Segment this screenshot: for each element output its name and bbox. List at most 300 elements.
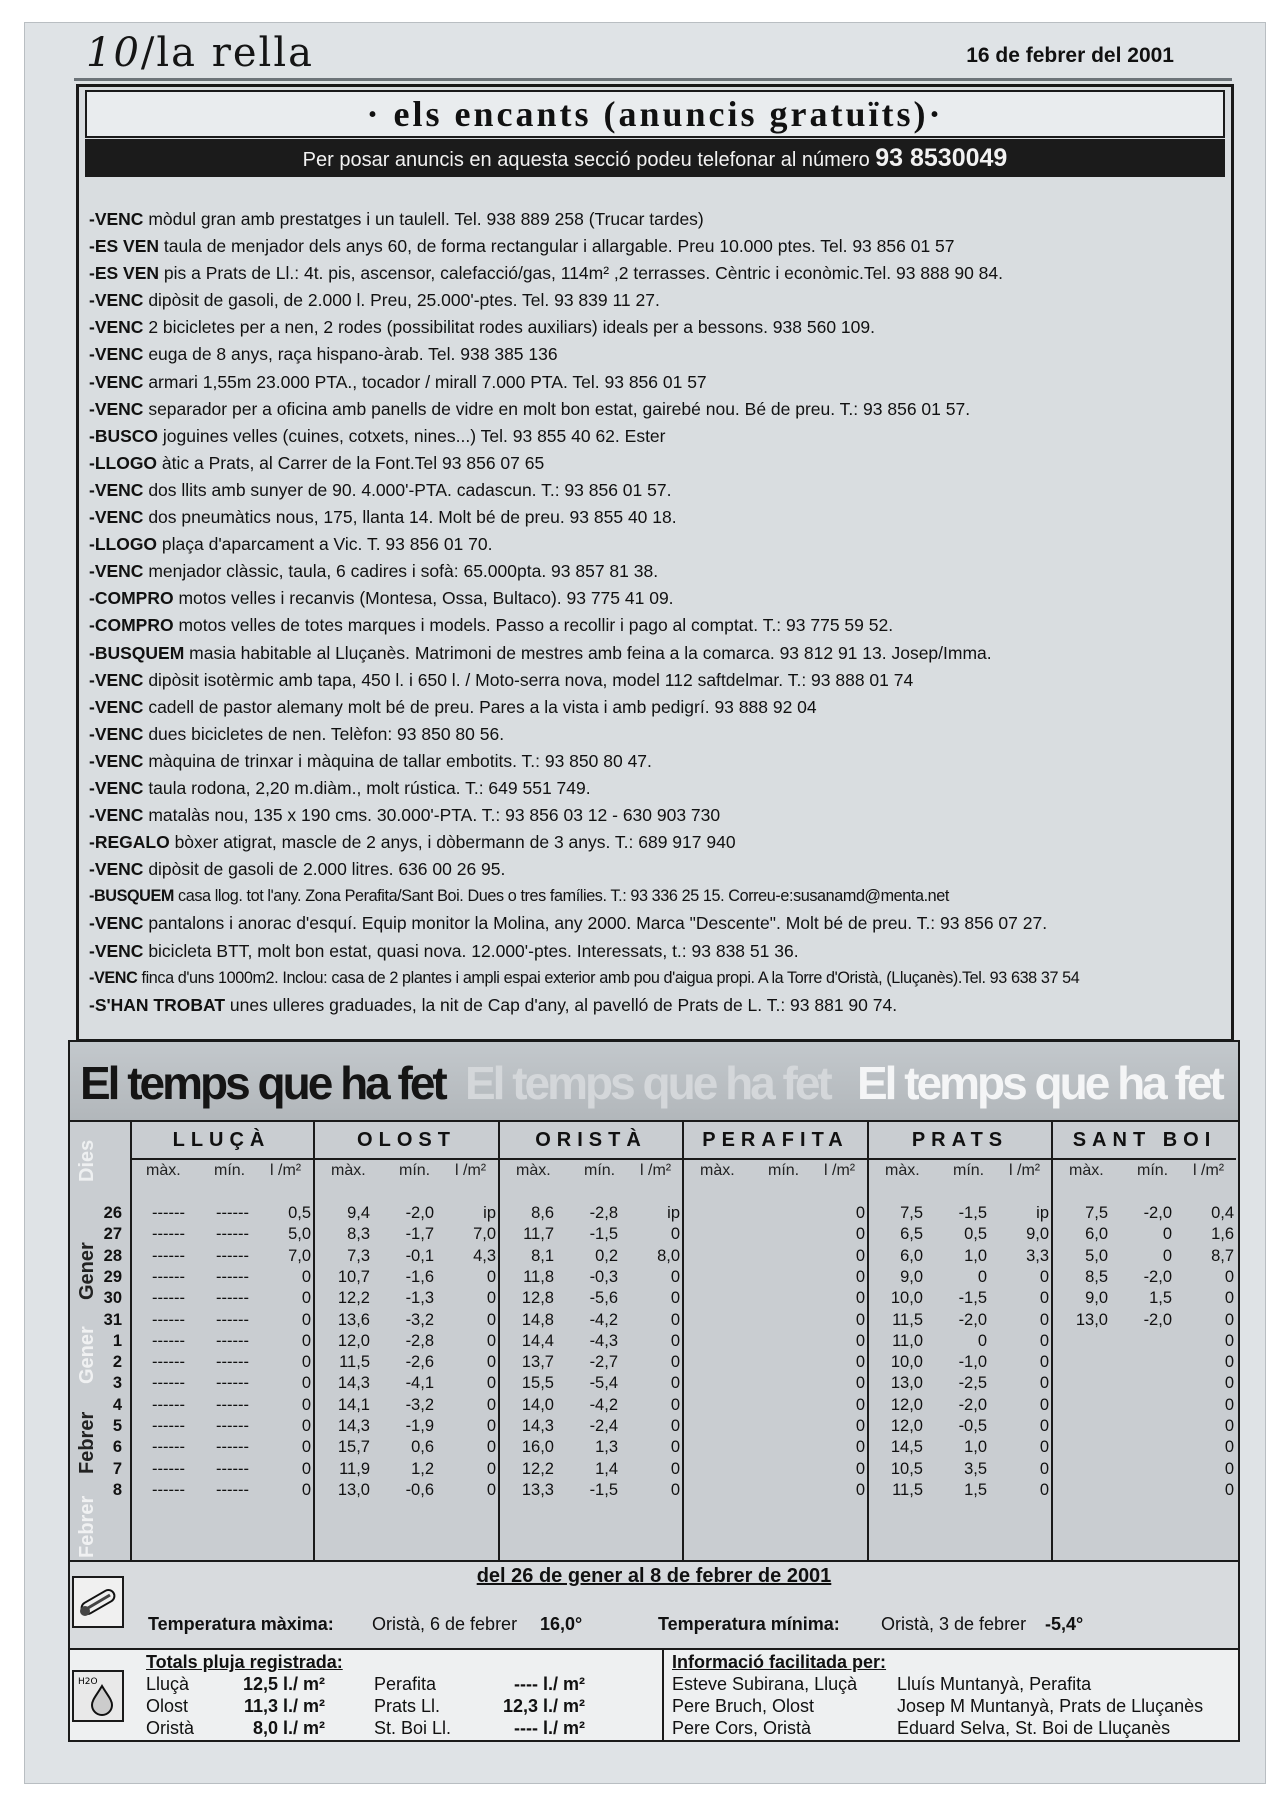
- rain-cell: 0: [486, 1374, 496, 1393]
- tmax-place: Oristà, 6 de febrer: [372, 1614, 518, 1634]
- rain-cell: 0: [670, 1417, 680, 1435]
- rain-cell: 5,0: [288, 1225, 311, 1244]
- ad-keyword: -BUSQUEM: [89, 642, 185, 663]
- town-name: LLUÇÀ: [130, 1122, 313, 1160]
- column-subheader: mín.: [214, 1162, 246, 1179]
- rain-cell: 0: [855, 1267, 865, 1286]
- rain-cell: 0: [1039, 1353, 1049, 1372]
- rain-cell: 0: [1039, 1417, 1049, 1435]
- rain-cell: 0: [670, 1331, 680, 1350]
- tmin-cell: -2,0: [958, 1310, 987, 1329]
- tmax-cell: 8,3: [347, 1225, 370, 1244]
- rain-cell: 0: [301, 1438, 311, 1457]
- ad-text: dipòsit de gasoli de 2.000 litres. 636 00 26 95.: [143, 859, 506, 880]
- ad-keyword: -COMPRO: [89, 588, 174, 609]
- tmin-cell: ------: [216, 1225, 249, 1244]
- ad-keyword: -LLOGO: [89, 452, 158, 473]
- rain-cell: 0: [670, 1480, 680, 1499]
- ad-text: mòdul gran amb prestatges i un taulell. Tel. 938 889 258 (Trucar tardes): [143, 209, 704, 229]
- town-column: [500, 1122, 684, 1562]
- day-column: [70, 1122, 132, 1562]
- rain-cell: 0: [486, 1331, 496, 1350]
- tmax-cell: 13,7: [521, 1353, 554, 1372]
- day-number: 6: [112, 1438, 122, 1457]
- ad-item: [89, 802, 1227, 829]
- tmax-cell: 12,0: [890, 1395, 923, 1414]
- tmax-cell: 13,6: [337, 1310, 370, 1329]
- ad-text: armari 1,55m 23.000 PTA., tocador / mirall 7.000 PTA. Tel. 93 856 01 57: [143, 371, 707, 392]
- rain-cell: 0,4: [1211, 1204, 1234, 1222]
- rain-cell: 0: [301, 1310, 311, 1329]
- rain-cell: ip: [1036, 1204, 1049, 1222]
- ad-keyword: -VENC: [89, 290, 144, 311]
- tmin-cell: -4,2: [589, 1310, 618, 1329]
- day-number: 2: [112, 1353, 122, 1372]
- rain-cell: 3,3: [1026, 1246, 1049, 1265]
- ad-keyword: -VENC: [89, 209, 144, 229]
- column-subheader: mín.: [1137, 1162, 1169, 1179]
- ad-text: bòxer atigrat, mascle de 2 anys, i dòbermann de 3 anys. T.: 689 917 940: [169, 832, 736, 853]
- info-credit: Pere Bruch, Olost: [672, 1696, 815, 1716]
- ad-item: [89, 938, 1227, 965]
- tmax-cell: 12,0: [337, 1331, 370, 1350]
- ad-text: taula rodona, 2,20 m.diàm., molt rústica. T.: 649 551 749.: [143, 777, 591, 798]
- ad-item: [89, 504, 1227, 531]
- tmin-cell: 0,5: [964, 1225, 987, 1244]
- tmax-cell: 13,0: [1075, 1310, 1108, 1329]
- ad-keyword: -BUSQUEM: [89, 887, 174, 906]
- rain-cell: 0: [301, 1417, 311, 1435]
- rain-cell: 0: [1224, 1438, 1234, 1457]
- rain-cell: 0: [486, 1310, 496, 1329]
- ad-keyword: -VENC: [89, 940, 144, 961]
- tmax-cell: 15,5: [521, 1374, 554, 1393]
- tmin-cell: -5,6: [589, 1289, 618, 1308]
- classifieds-list: [89, 206, 1227, 1019]
- tmax-cell: ------: [152, 1459, 185, 1478]
- ad-keyword: -VENC: [89, 371, 144, 392]
- ad-text: pantalons i anorac d'esquí. Equip monitor la Molina, any 2000. Marca "Descente". Molt bé de preu. T.: 93 856 07 27.: [143, 913, 1048, 934]
- rain-cell: 0: [1039, 1310, 1049, 1329]
- ad-keyword: -REGALO: [89, 832, 170, 853]
- rain-cell: 0: [1039, 1480, 1049, 1499]
- info-credit: Josep M Muntanyà, Prats de Lluçanès: [897, 1696, 1204, 1716]
- tmin-cell: -4,3: [589, 1331, 618, 1350]
- tmax-cell: 10,0: [890, 1289, 923, 1308]
- tmax-cell: ------: [152, 1225, 185, 1244]
- ad-keyword: -VENC: [89, 344, 144, 365]
- tmax-label: Temperatura màxima:: [148, 1614, 334, 1634]
- rain-cell: 0: [855, 1204, 865, 1222]
- ad-item: [89, 585, 1227, 612]
- tmin-cell: 1,5: [1149, 1289, 1172, 1308]
- tmax-cell: 11,9: [339, 1459, 370, 1478]
- rain-cell: 0: [1039, 1289, 1049, 1308]
- ad-item: [89, 721, 1227, 748]
- ad-keyword: -VENC: [89, 507, 144, 528]
- classifieds-section: [76, 84, 1234, 1042]
- info-credit: Lluís Muntanyà, Perafita: [897, 1674, 1092, 1694]
- day-number: 4: [112, 1395, 122, 1414]
- ad-text: motos velles i recanvis (Montesa, Ossa, Bultaco). 93 775 41 09.: [173, 588, 674, 609]
- ad-keyword: -VENC: [89, 479, 144, 500]
- column-subheader: mín.: [399, 1162, 431, 1179]
- ad-text: dos llits amb sunyer de 90. 4.000'-PTA. cadascun. T.: 93 856 01 57.: [143, 479, 672, 500]
- tmax-cell: 5,0: [1085, 1246, 1108, 1265]
- tmin-cell: 0,2: [595, 1246, 618, 1265]
- ad-item: [89, 558, 1227, 585]
- day-number: 1: [112, 1331, 122, 1350]
- rain-cell: 8,0: [657, 1246, 680, 1265]
- tmin-cell: -1,6: [405, 1267, 434, 1286]
- rain-cell: 0: [301, 1459, 311, 1478]
- column-subheader: màx.: [1069, 1162, 1104, 1179]
- month-side-label: Gener: [76, 1242, 98, 1300]
- rain-town: Oristà: [146, 1718, 195, 1738]
- tmin-cell: 1,0: [964, 1438, 987, 1457]
- rain-cell: 0: [301, 1289, 311, 1308]
- rain-cell: 0: [855, 1246, 865, 1265]
- page-number: 10: [86, 30, 141, 76]
- tmin-cell: -2,0: [1143, 1267, 1172, 1286]
- info-bar-phone: 93 8530049: [875, 144, 1008, 172]
- rain-cell: 0: [670, 1459, 680, 1478]
- column-subheader: l /m²: [270, 1162, 302, 1179]
- rain-total: 8,0 l./ m²: [252, 1718, 325, 1738]
- day-number: 3: [112, 1374, 122, 1393]
- ad-item: [89, 965, 1227, 992]
- tmin-cell: -0,3: [589, 1267, 618, 1286]
- column-subheader: l /m²: [1193, 1162, 1225, 1179]
- rain-cell: 7,0: [473, 1225, 496, 1244]
- rain-cell: 0: [301, 1395, 311, 1414]
- tmin-cell: -2,6: [405, 1353, 434, 1372]
- tmax-cell: 14,3: [521, 1417, 554, 1435]
- tmin-cell: ------: [216, 1310, 249, 1329]
- tmin-cell: -2,8: [405, 1331, 434, 1350]
- ad-item: [89, 829, 1227, 856]
- day-number: 30: [103, 1289, 122, 1308]
- ad-keyword: -ES VEN: [89, 236, 160, 257]
- ad-item: [89, 477, 1227, 504]
- tmax-cell: 13,0: [890, 1374, 923, 1393]
- tmin-cell: -1,9: [405, 1417, 434, 1435]
- rain-cell: 0: [486, 1289, 496, 1308]
- weather-footer: [70, 1648, 1238, 1740]
- ad-item: [89, 423, 1227, 450]
- rain-total: 12,5 l./ m²: [242, 1674, 325, 1694]
- weather-section: [68, 1040, 1240, 1742]
- ad-text: joguines velles (cuines, cotxets, nines...) Tel. 93 855 40 62. Ester: [158, 425, 666, 446]
- header-rule: [74, 78, 1232, 81]
- column-subheader: màx.: [331, 1162, 366, 1179]
- tmax-cell: 6,0: [1085, 1225, 1108, 1244]
- rain-cell: 0: [670, 1267, 680, 1286]
- tmin-cell: ------: [216, 1204, 249, 1222]
- rain-cell: 0: [486, 1267, 496, 1286]
- ad-item: [89, 856, 1227, 883]
- tmax-cell: 14,0: [521, 1395, 554, 1414]
- ad-keyword: -VENC: [89, 561, 144, 582]
- rain-cell: 0: [670, 1374, 680, 1393]
- ad-text: casa llog. tot l'any. Zona Perafita/Sant Boi. Dues o tres famílies. T.: 93 336 25 15. Correu-e:susanamd@menta.net: [173, 887, 949, 906]
- tmin-cell: 0: [1162, 1225, 1172, 1244]
- column-subheader: mín.: [953, 1162, 985, 1179]
- tmin-cell: -2,8: [589, 1204, 618, 1222]
- ad-text: 2 bicicletes per a nen, 2 rodes (possibilitat rodes auxiliars) ideals per a bessons. 938 560 109.: [143, 317, 875, 338]
- tmin-cell: 0: [977, 1267, 987, 1286]
- rain-cell: 8,7: [1211, 1246, 1234, 1265]
- tmin-cell: -2,4: [589, 1417, 618, 1435]
- rain-cell: 0: [486, 1353, 496, 1372]
- column-subheader: l /m²: [640, 1162, 672, 1179]
- ad-item: [89, 396, 1227, 423]
- ad-item: [89, 233, 1227, 260]
- tmax-cell: 8,1: [531, 1246, 554, 1265]
- rain-cell: 0: [1224, 1353, 1234, 1372]
- ad-text: menjador clàssic, taula, 6 cadires i sofà: 65.000pta. 93 857 81 38.: [143, 561, 659, 582]
- rain-cell: 0: [855, 1480, 865, 1499]
- day-number: 28: [103, 1246, 122, 1265]
- rain-cell: 0: [855, 1374, 865, 1393]
- info-title: Informació facilitada per:: [672, 1652, 887, 1672]
- tmin-cell: -1,7: [405, 1225, 434, 1244]
- tmax-cell: 14,1: [337, 1395, 370, 1414]
- ad-keyword: -VENC: [89, 723, 144, 744]
- tmin-place: Oristà, 3 de febrer: [881, 1614, 1027, 1634]
- tmax-cell: 11,5: [892, 1310, 923, 1329]
- tmax-cell: ------: [152, 1417, 185, 1435]
- town-name: SANT BOI: [1053, 1122, 1236, 1160]
- tmin-cell: -2,0: [1143, 1310, 1172, 1329]
- classifieds-title: · els encants (anuncis gratuïts)·: [85, 90, 1225, 138]
- rain-cell: 0: [855, 1417, 865, 1435]
- rain-cell: 0: [301, 1480, 311, 1499]
- tmax-cell: 6,5: [900, 1225, 923, 1244]
- ad-text: motos velles de totes marques i models. Passo a recollir i pago al comptat. T.: 93 775 59 52.: [173, 615, 894, 636]
- rain-cell: 0: [1224, 1459, 1234, 1478]
- tmin-cell: -4,2: [589, 1395, 618, 1414]
- ad-text: pis a Prats de Ll.: 4t. pis, ascensor, calefacció/gas, 114m² ,2 terrasses. Cèntric i econòmic.Tel. 93 888 90 84.: [159, 263, 1004, 284]
- column-subheader: màx.: [516, 1162, 551, 1179]
- footer-divider: [662, 1650, 664, 1740]
- column-subheader: màx.: [885, 1162, 920, 1179]
- rain-cell: 0: [1224, 1480, 1234, 1499]
- rain-cell: 0: [855, 1225, 865, 1244]
- tmin-cell: ------: [216, 1480, 249, 1499]
- ad-text: dues bicicletes de nen. Telèfon: 93 850 80 56.: [143, 723, 505, 744]
- rain-cell: 0: [1224, 1267, 1234, 1286]
- masthead: 10/la rella: [86, 30, 314, 76]
- day-number: 8: [112, 1480, 122, 1499]
- column-subheader: mín.: [584, 1162, 616, 1179]
- town-column: [684, 1122, 869, 1562]
- rain-cell: 0: [1039, 1267, 1049, 1286]
- tmax-cell: 11,8: [523, 1267, 554, 1286]
- ad-keyword: -VENC: [89, 696, 144, 717]
- ad-item: [89, 883, 1227, 910]
- ad-item: [89, 640, 1227, 667]
- tmax-cell: 15,7: [337, 1438, 370, 1457]
- ad-item: [89, 667, 1227, 694]
- ad-item: [89, 369, 1227, 396]
- ad-text: masia habitable al Lluçanès. Matrimoni de mestres amb feina a la comarca. 93 812 91 13. Josep/Imma.: [184, 642, 992, 663]
- rain-cell: 0: [1039, 1459, 1049, 1478]
- tmin-cell: -0,5: [958, 1417, 987, 1435]
- rain-cell: 0: [1039, 1331, 1049, 1350]
- tmax-cell: 7,5: [900, 1204, 923, 1222]
- rain-cell: 0: [1224, 1289, 1234, 1308]
- tmax-cell: 8,6: [531, 1204, 554, 1222]
- rain-cell: 0: [855, 1438, 865, 1457]
- rain-total: 11,3 l./ m²: [243, 1696, 325, 1716]
- ad-keyword: -S'HAN TROBAT: [89, 994, 226, 1015]
- tmax-cell: 12,0: [890, 1417, 923, 1435]
- tmin-cell: 0: [977, 1331, 987, 1350]
- tmin-cell: 3,5: [964, 1459, 987, 1478]
- rain-cell: 0: [301, 1331, 311, 1350]
- weather-title-echo: El temps que ha fet: [857, 1057, 1222, 1109]
- tmin-cell: ------: [216, 1459, 249, 1478]
- rain-cell: 0: [1224, 1310, 1234, 1329]
- weather-table: [70, 1120, 1238, 1562]
- classifieds-info-bar: [85, 139, 1225, 177]
- column-subheader: l /m²: [1009, 1162, 1041, 1179]
- town-column: [130, 1122, 315, 1562]
- ad-item: [89, 531, 1227, 558]
- rain-cell: 0: [301, 1267, 311, 1286]
- tmin-cell: -1,0: [958, 1353, 987, 1372]
- ad-keyword: -BUSCO: [89, 425, 159, 446]
- tmax-cell: 12,8: [521, 1289, 554, 1308]
- rain-cell: 0: [301, 1353, 311, 1372]
- tmax-cell: ------: [152, 1331, 185, 1350]
- tmax-cell: ------: [152, 1310, 185, 1329]
- rain-total: ---- l./ m²: [514, 1674, 585, 1694]
- rain-cell: 0: [1224, 1395, 1234, 1414]
- tmin-cell: -1,3: [405, 1289, 434, 1308]
- rain-cell: 0: [855, 1353, 865, 1372]
- rain-cell: 0: [486, 1480, 496, 1499]
- ad-text: bicicleta BTT, molt bon estat, quasi nova. 12.000'-ptes. Interessats, t.: 93 838 51 36.: [143, 940, 799, 961]
- tmax-cell: 14,8: [521, 1310, 554, 1329]
- rain-cell: 0: [1224, 1374, 1234, 1393]
- month-side-label: Febrer: [76, 1495, 98, 1558]
- town-name: ORISTÀ: [500, 1122, 682, 1160]
- ad-item: [89, 910, 1227, 937]
- tmin-cell: ------: [216, 1374, 249, 1393]
- ad-keyword: -VENC: [89, 398, 144, 419]
- tmin-cell: ------: [216, 1395, 249, 1414]
- rain-cell: 0: [670, 1289, 680, 1308]
- tmin-cell: -2,0: [1143, 1204, 1172, 1222]
- ad-item: [89, 748, 1227, 775]
- ad-text: matalàs nou, 135 x 190 cms. 30.000'-PTA. T.: 93 856 03 12 - 630 903 730: [143, 805, 721, 826]
- day-number: 27: [103, 1225, 122, 1244]
- tmax-cell: 14,5: [890, 1438, 923, 1457]
- ad-text: àtic a Prats, al Carrer de la Font.Tel 93 856 07 65: [157, 452, 545, 473]
- rain-town: Lluçà: [146, 1674, 190, 1694]
- tmax-cell: 10,7: [337, 1267, 370, 1286]
- town-column: [869, 1122, 1053, 1562]
- weather-summary: [70, 1560, 1238, 1650]
- ad-text: unes ulleres graduades, la nit de Cap d'any, al pavelló de Prats de L. T.: 93 881 90 74.: [225, 994, 898, 1015]
- ad-keyword: -VENC: [89, 777, 144, 798]
- tmax-cell: 10,0: [890, 1353, 923, 1372]
- town-name: OLOST: [315, 1122, 498, 1160]
- ad-keyword: -VENC: [89, 805, 144, 826]
- town-name: PERAFITA: [684, 1122, 867, 1160]
- rain-cell: 0: [670, 1353, 680, 1372]
- ad-keyword: -LLOGO: [89, 534, 158, 555]
- info-credit: Pere Cors, Oristà: [672, 1718, 812, 1738]
- tmin-cell: -3,2: [405, 1310, 434, 1329]
- ad-item: [89, 612, 1227, 639]
- ad-text: plaça d'aparcament a Vic. T. 93 856 01 70.: [157, 534, 493, 555]
- tmin-cell: ------: [216, 1438, 249, 1457]
- rain-cell: 0: [855, 1395, 865, 1414]
- rain-town: St. Boi Ll.: [374, 1718, 452, 1738]
- tmin-cell: -1,5: [958, 1204, 987, 1222]
- ad-item: [89, 260, 1227, 287]
- column-subheader: mín.: [768, 1162, 800, 1179]
- tmax-cell: 9,0: [1085, 1289, 1108, 1308]
- tmin-cell: -2,0: [405, 1204, 434, 1222]
- tmin-cell: ------: [216, 1246, 249, 1265]
- rain-cell: 0: [1039, 1374, 1049, 1393]
- ad-text: separador per a oficina amb panells de vidre en molt bon estat, gairebé nou. Bé de preu. T.: 93 856 01 57.: [143, 398, 971, 419]
- ad-text: màquina de trinxar i màquina de tallar embotits. T.: 93 850 80 47.: [143, 750, 652, 771]
- tmin-cell: -4,1: [405, 1374, 434, 1393]
- info-bar-text: Per posar anuncis en aquesta secció podeu telefonar al número: [302, 149, 870, 171]
- ad-keyword: -VENC: [89, 317, 144, 338]
- tmax-cell: 14,4: [521, 1331, 554, 1350]
- rain-cell: 0: [486, 1417, 496, 1435]
- column-subheader: l /m²: [824, 1162, 856, 1179]
- ad-keyword: -VENC: [89, 913, 144, 934]
- tmin-cell: 1,4: [595, 1459, 618, 1478]
- ad-item: [89, 314, 1227, 341]
- rain-cell: 0: [855, 1331, 865, 1350]
- weather-title: El temps que ha fet: [80, 1057, 445, 1109]
- tmax-cell: 11,5: [892, 1480, 923, 1499]
- tmax-value: 16,0°: [540, 1614, 583, 1634]
- rain-cell: 0: [855, 1459, 865, 1478]
- month-side-label: Dies: [76, 1139, 98, 1182]
- month-side-label: Gener: [76, 1326, 98, 1384]
- tmax-cell: 7,3: [347, 1246, 370, 1265]
- rain-town: Prats Ll.: [374, 1696, 441, 1716]
- ad-text: finca d'uns 1000m2. Inclou: casa de 2 plantes i ampli espai exterior amb pou d'aigua propi. A la Torre d'Oristà, (Lluçanès).Tel. 93 638 37 54: [137, 968, 1080, 987]
- tmin-cell: ------: [216, 1417, 249, 1435]
- month-side-label: Febrer: [76, 1411, 98, 1474]
- rain-total: 12,3 l./ m²: [502, 1696, 585, 1716]
- tmin-cell: -2,0: [958, 1395, 987, 1414]
- tmax-cell: ------: [152, 1480, 185, 1499]
- tmax-cell: 13,0: [337, 1480, 370, 1499]
- rain-cell: 0: [855, 1289, 865, 1308]
- tmin-cell: -5,4: [589, 1374, 618, 1393]
- tmin-cell: ------: [216, 1331, 249, 1350]
- rain-cell: 0: [670, 1310, 680, 1329]
- tmax-cell: 6,0: [900, 1246, 923, 1265]
- day-number: 5: [112, 1417, 122, 1435]
- tmin-cell: -2,5: [958, 1374, 987, 1393]
- tmin-cell: 1,0: [964, 1246, 987, 1265]
- issue-date: 16 de febrer del 2001: [966, 44, 1174, 67]
- rain-cell: 4,3: [473, 1246, 496, 1265]
- column-subheader: màx.: [146, 1162, 181, 1179]
